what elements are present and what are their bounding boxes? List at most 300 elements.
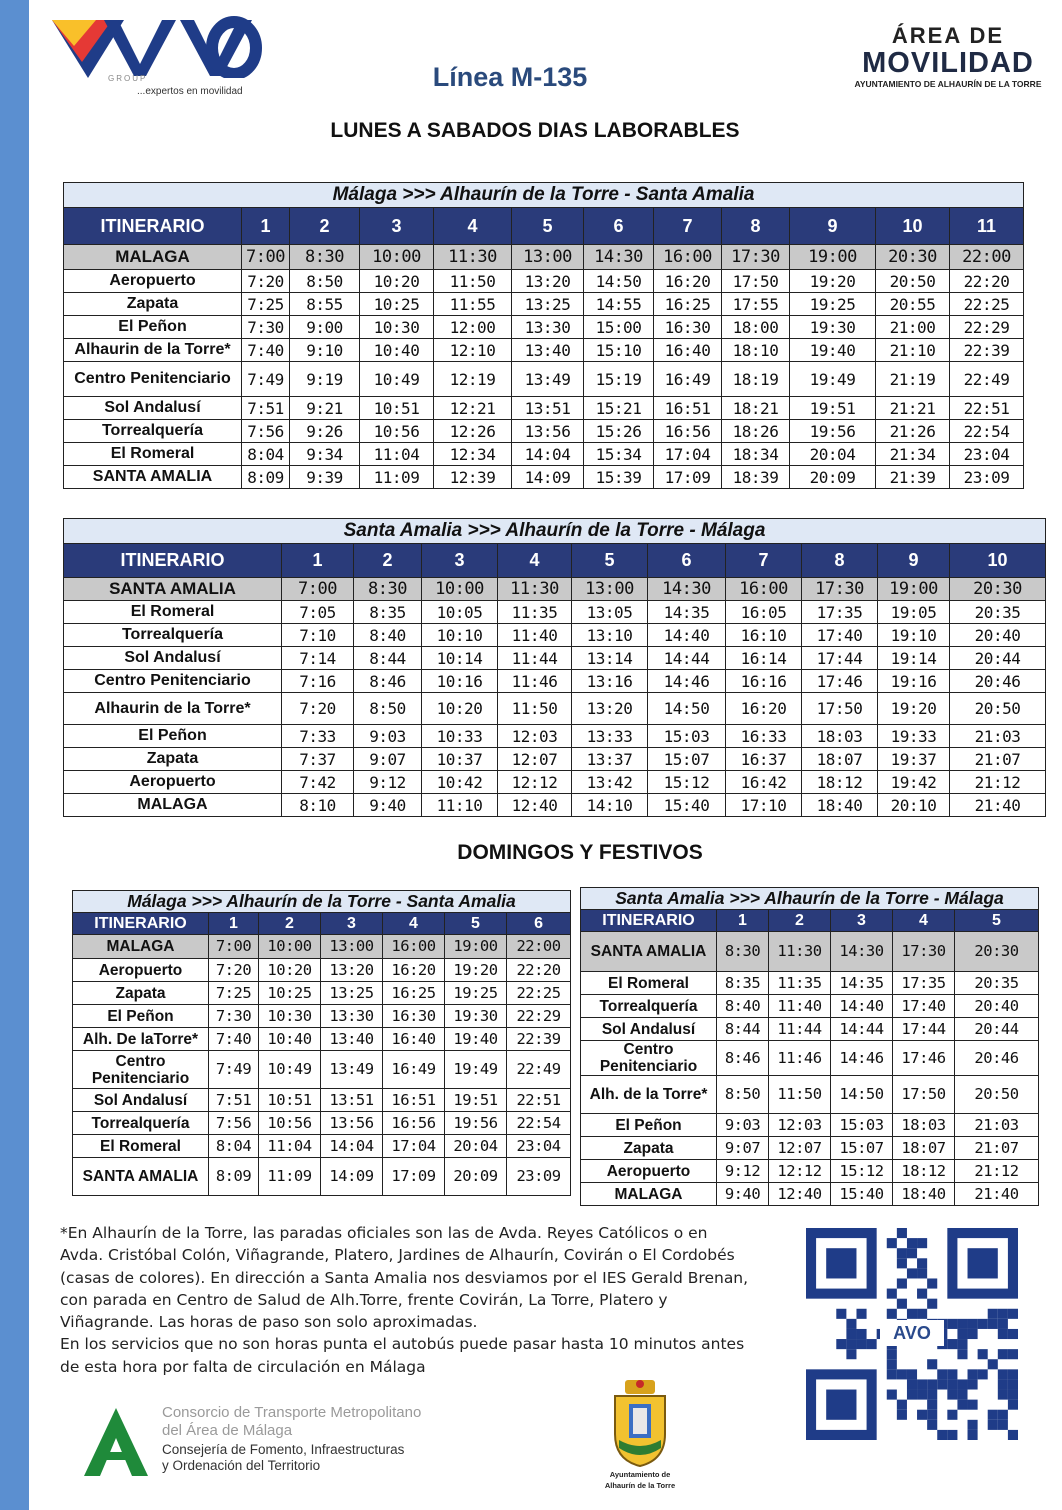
departure-time: 16:40 [383, 1028, 445, 1051]
departure-time: 10:25 [259, 982, 321, 1005]
trip-number-header: 10 [876, 208, 950, 245]
departure-time: 7:40 [209, 1028, 259, 1051]
weekday-heading: LUNES A SABADOS DIAS LABORABLES [330, 119, 740, 142]
departure-time: 7:05 [282, 601, 354, 624]
stop-name: Zapata [73, 982, 209, 1005]
stop-name: Aeropuerto [73, 959, 209, 982]
departure-time: 10:51 [259, 1089, 321, 1112]
departure-time: 22:29 [507, 1005, 571, 1028]
departure-time: 20:35 [950, 601, 1046, 624]
area-logo-line3: AYUNTAMIENTO DE ALHAURÍN DE LA TORRE [854, 79, 1042, 89]
departure-time: 7:14 [282, 647, 354, 670]
departure-time: 13:00 [512, 245, 584, 270]
table-row [64, 466, 1024, 489]
table-row [581, 1160, 1039, 1183]
departure-time: 23:04 [507, 1135, 571, 1158]
departure-time: 19:14 [878, 647, 950, 670]
departure-time: 20:30 [950, 578, 1046, 601]
departure-time: 13:20 [512, 270, 584, 293]
footnote-paragraph-2: En los servicios que no son horas punta el autobús puede pasar hasta 10 minutos antes de esta hora por falta de circulación en Málaga [60, 1335, 745, 1376]
departure-time: 9:21 [290, 397, 360, 420]
departure-time: 11:30 [769, 932, 831, 972]
departure-time: 18:07 [802, 748, 878, 771]
departure-time: 19:30 [790, 316, 876, 339]
departure-time: 17:10 [726, 794, 802, 817]
departure-time: 16:20 [383, 959, 445, 982]
departure-time: 7:49 [242, 362, 290, 397]
stop-name: Sol Andalusí [73, 1089, 209, 1112]
departure-time: 23:09 [507, 1158, 571, 1196]
departure-time: 14:30 [584, 245, 654, 270]
table-row [581, 1137, 1039, 1160]
table-row [64, 670, 1046, 693]
departure-time: 17:09 [383, 1158, 445, 1196]
departure-time: 13:00 [572, 578, 648, 601]
departure-time: 15:03 [648, 725, 726, 748]
stop-name: Alh. de la Torre* [581, 1076, 717, 1114]
departure-time: 20:09 [445, 1158, 507, 1196]
trip-number-header: 1 [242, 208, 290, 245]
departure-time: 16:49 [383, 1051, 445, 1089]
table-row [581, 1114, 1039, 1137]
departure-time: 19:10 [878, 624, 950, 647]
departure-time: 8:04 [242, 443, 290, 466]
table-row [64, 245, 1024, 270]
departure-time: 19:25 [445, 982, 507, 1005]
departure-time: 13:05 [572, 601, 648, 624]
trip-number-header: 4 [498, 544, 572, 578]
footnote-paragraph-1: *En Alhaurín de la Torre, las paradas oficiales son las de Avda. Reyes Católicos o en Avda. Cristóbal Colón, Viñagrande, Platero, Jardines de Alhaurín, Covirán o El Cordobés (casas de colores). En dirección a Santa Amalia nos desviamos por el IES Gerald Brenan, con parada en Centro de Salud de Alh.Torre, frente Covirán, La Torre, Platero y Viñagrande. Las horas de paso son solo aproximadas. [60, 1224, 749, 1332]
route-title: Santa Amalia >>> Alhaurín de la Torre - Málaga [64, 519, 1046, 544]
departure-time: 16:00 [726, 578, 802, 601]
table-row [64, 316, 1024, 339]
departure-time: 10:40 [259, 1028, 321, 1051]
departure-time: 19:30 [445, 1005, 507, 1028]
departure-time: 7:00 [282, 578, 354, 601]
departure-time: 13:51 [321, 1089, 383, 1112]
departure-time: 11:04 [259, 1135, 321, 1158]
trip-number-header: 8 [802, 544, 878, 578]
departure-time: 15:07 [648, 748, 726, 771]
trip-number-header: 8 [722, 208, 790, 245]
departure-time: 15:34 [584, 443, 654, 466]
departure-time: 20:04 [790, 443, 876, 466]
departure-time: 12:12 [498, 771, 572, 794]
avo-logo [52, 16, 262, 102]
table-row [64, 624, 1046, 647]
departure-time: 10:25 [360, 293, 434, 316]
departure-time: 9:12 [354, 771, 422, 794]
departure-time: 14:44 [831, 1018, 893, 1041]
departure-time: 19:40 [445, 1028, 507, 1051]
departure-time: 13:30 [512, 316, 584, 339]
departure-time: 12:03 [769, 1114, 831, 1137]
departure-time: 9:07 [354, 748, 422, 771]
departure-time: 9:10 [290, 339, 360, 362]
departure-time: 13:30 [321, 1005, 383, 1028]
departure-time: 19:16 [878, 670, 950, 693]
departure-time: 14:46 [648, 670, 726, 693]
table-row [73, 1005, 571, 1028]
stop-name: Alhaurin de la Torre* [64, 339, 242, 362]
departure-time: 11:35 [498, 601, 572, 624]
departure-time: 15:07 [831, 1137, 893, 1160]
departure-time: 21:12 [950, 771, 1046, 794]
departure-time: 8:35 [354, 601, 422, 624]
departure-time: 17:55 [722, 293, 790, 316]
table-row [64, 601, 1046, 624]
qr-center-logo: AVO [880, 1320, 944, 1346]
departure-time: 23:09 [950, 466, 1024, 489]
departure-time: 12:12 [769, 1160, 831, 1183]
stop-name: Torrealquería [64, 624, 282, 647]
departure-time: 13:49 [321, 1051, 383, 1089]
departure-time: 20:35 [955, 972, 1039, 995]
departure-time: 7:20 [242, 270, 290, 293]
departure-time: 15:12 [648, 771, 726, 794]
departure-time: 17:30 [802, 578, 878, 601]
stop-name: MALAGA [64, 245, 242, 270]
departure-time: 13:20 [572, 693, 648, 725]
departure-time: 17:50 [802, 693, 878, 725]
departure-time: 19:25 [790, 293, 876, 316]
stop-name: SANTA AMALIA [64, 578, 282, 601]
departure-time: 21:07 [950, 748, 1046, 771]
departure-time: 22:51 [950, 397, 1024, 420]
departure-time: 14:30 [648, 578, 726, 601]
junta-andalucia-icon [80, 1406, 152, 1478]
departure-time: 22:25 [507, 982, 571, 1005]
departure-time: 22:49 [950, 362, 1024, 397]
departure-time: 10:56 [259, 1112, 321, 1135]
coat-of-arms-icon [585, 1378, 695, 1470]
departure-time: 11:55 [434, 293, 512, 316]
consorcio-line4: y Ordenación del Territorio [162, 1458, 321, 1473]
stop-name: MALAGA [64, 794, 282, 817]
itinerario-header: ITINERARIO [64, 208, 242, 245]
departure-time: 16:42 [726, 771, 802, 794]
departure-time: 16:56 [383, 1112, 445, 1135]
departure-time: 22:00 [507, 935, 571, 959]
departure-time: 18:21 [722, 397, 790, 420]
departure-time: 22:49 [507, 1051, 571, 1089]
departure-time: 14:35 [648, 601, 726, 624]
qr-code[interactable] [806, 1228, 1018, 1440]
departure-time: 12:40 [498, 794, 572, 817]
departure-time: 10:14 [422, 647, 498, 670]
departure-time: 19:20 [790, 270, 876, 293]
departure-time: 17:35 [802, 601, 878, 624]
departure-time: 21:07 [955, 1137, 1039, 1160]
departure-time: 7:42 [282, 771, 354, 794]
trip-number-header: 5 [512, 208, 584, 245]
departure-time: 17:04 [654, 443, 722, 466]
stop-name: SANTA AMALIA [581, 932, 717, 972]
table-row [64, 647, 1046, 670]
departure-time: 17:30 [722, 245, 790, 270]
departure-time: 9:12 [717, 1160, 769, 1183]
stop-name: SANTA AMALIA [73, 1158, 209, 1196]
departure-time: 22:00 [950, 245, 1024, 270]
trip-number-header: 5 [955, 910, 1039, 932]
departure-time: 17:46 [893, 1041, 955, 1076]
stop-name: Centro Penitenciario [64, 670, 282, 693]
itinerario-header: ITINERARIO [73, 913, 209, 935]
departure-time: 8:50 [290, 270, 360, 293]
departure-time: 9:03 [717, 1114, 769, 1137]
departure-time: 10:16 [422, 670, 498, 693]
departure-time: 10:56 [360, 420, 434, 443]
stop-name: Sol Andalusí [581, 1018, 717, 1041]
avo-tagline: ...expertos en movilidad [137, 86, 243, 97]
departure-time: 20:44 [950, 647, 1046, 670]
table-row [64, 578, 1046, 601]
departure-time: 12:07 [769, 1137, 831, 1160]
route-title: Málaga >>> Alhaurín de la Torre - Santa Amalia [73, 891, 571, 913]
departure-time: 15:40 [831, 1183, 893, 1206]
consorcio-name [162, 1404, 421, 1440]
table-row [64, 693, 1046, 725]
departure-time: 17:35 [893, 972, 955, 995]
departure-time: 16:16 [726, 670, 802, 693]
departure-time: 10:37 [422, 748, 498, 771]
departure-time: 9:34 [290, 443, 360, 466]
departure-time: 12:00 [434, 316, 512, 339]
departure-time: 14:55 [584, 293, 654, 316]
table-row [64, 339, 1024, 362]
departure-time: 8:44 [717, 1018, 769, 1041]
trip-number-header: 10 [950, 544, 1046, 578]
departure-time: 10:49 [360, 362, 434, 397]
departure-time: 19:00 [445, 935, 507, 959]
stop-name: Centro Penitenciario [581, 1041, 717, 1076]
stop-name: SANTA AMALIA [64, 466, 242, 489]
departure-time: 13:37 [572, 748, 648, 771]
ayuntamiento-crest [585, 1378, 695, 1498]
departure-time: 21:12 [955, 1160, 1039, 1183]
stop-name: Zapata [64, 748, 282, 771]
departure-time: 10:20 [422, 693, 498, 725]
departure-time: 20:09 [790, 466, 876, 489]
departure-time: 7:40 [242, 339, 290, 362]
weekday-outbound-table [63, 182, 1024, 489]
departure-time: 10:40 [360, 339, 434, 362]
stop-name: Sol Andalusí [64, 397, 242, 420]
departure-time: 14:10 [572, 794, 648, 817]
departure-time: 18:12 [893, 1160, 955, 1183]
departure-time: 19:40 [790, 339, 876, 362]
weekday-inbound-table [63, 518, 1046, 817]
trip-number-header: 2 [769, 910, 831, 932]
route-title: Santa Amalia >>> Alhaurín de la Torre - Málaga [581, 888, 1039, 910]
departure-time: 7:51 [209, 1089, 259, 1112]
departure-time: 18:19 [722, 362, 790, 397]
departure-time: 15:19 [584, 362, 654, 397]
departure-time: 18:26 [722, 420, 790, 443]
table-row [73, 1089, 571, 1112]
departure-time: 11:04 [360, 443, 434, 466]
trip-number-header: 1 [282, 544, 354, 578]
departure-time: 12:21 [434, 397, 512, 420]
area-logo-line1: ÁREA DE [891, 23, 1005, 48]
departure-time: 8:46 [717, 1041, 769, 1076]
departure-time: 11:35 [769, 972, 831, 995]
departure-time: 9:39 [290, 466, 360, 489]
departure-time: 12:03 [498, 725, 572, 748]
departure-time: 15:26 [584, 420, 654, 443]
table-row [73, 1051, 571, 1089]
table-row [73, 1028, 571, 1051]
stop-name: Alhaurin de la Torre* [64, 693, 282, 725]
departure-time: 18:03 [893, 1114, 955, 1137]
stop-name: Aeropuerto [64, 270, 242, 293]
departure-time: 7:25 [209, 982, 259, 1005]
trip-number-header: 9 [790, 208, 876, 245]
departure-time: 8:35 [717, 972, 769, 995]
departure-time: 9:26 [290, 420, 360, 443]
departure-time: 20:30 [876, 245, 950, 270]
departure-time: 10:20 [259, 959, 321, 982]
departure-time: 11:46 [498, 670, 572, 693]
table-row [64, 420, 1024, 443]
departure-time: 11:40 [769, 995, 831, 1018]
departure-time: 14:50 [584, 270, 654, 293]
departure-time: 12:34 [434, 443, 512, 466]
departure-time: 13:56 [321, 1112, 383, 1135]
trip-number-header: 4 [434, 208, 512, 245]
departure-time: 22:25 [950, 293, 1024, 316]
departure-time: 12:10 [434, 339, 512, 362]
departure-time: 16:51 [383, 1089, 445, 1112]
departure-time: 22:54 [507, 1112, 571, 1135]
departure-time: 9:03 [354, 725, 422, 748]
departure-time: 7:10 [282, 624, 354, 647]
departure-time: 18:40 [802, 794, 878, 817]
consorcio-line1: Consorcio de Transporte Metropolitano [162, 1404, 422, 1421]
departure-time: 20:04 [445, 1135, 507, 1158]
trip-number-header: 3 [321, 913, 383, 935]
departure-time: 13:42 [572, 771, 648, 794]
stop-name: El Romeral [73, 1135, 209, 1158]
trip-number-header: 5 [445, 913, 507, 935]
ayuntamiento-line1: Ayuntamiento de [609, 1470, 671, 1479]
departure-time: 10:05 [422, 601, 498, 624]
departure-time: 14:04 [512, 443, 584, 466]
departure-time: 18:07 [893, 1137, 955, 1160]
departure-time: 7:30 [242, 316, 290, 339]
departure-time: 14:40 [648, 624, 726, 647]
departure-time: 20:40 [950, 624, 1046, 647]
departure-time: 11:50 [434, 270, 512, 293]
departure-time: 8:09 [209, 1158, 259, 1196]
table-row [73, 935, 571, 959]
departure-time: 19:20 [445, 959, 507, 982]
departure-time: 19:20 [878, 693, 950, 725]
departure-time: 11:44 [498, 647, 572, 670]
departure-time: 13:20 [321, 959, 383, 982]
trip-number-header: 3 [831, 910, 893, 932]
departure-time: 13:40 [512, 339, 584, 362]
departure-time: 11:50 [769, 1076, 831, 1114]
departure-time: 18:12 [802, 771, 878, 794]
departure-time: 16:14 [726, 647, 802, 670]
departure-time: 16:51 [654, 397, 722, 420]
departure-time: 10:30 [259, 1005, 321, 1028]
departure-time: 7:33 [282, 725, 354, 748]
stop-name: El Romeral [64, 443, 242, 466]
departure-time: 7:37 [282, 748, 354, 771]
departure-time: 16:30 [383, 1005, 445, 1028]
departure-time: 10:42 [422, 771, 498, 794]
trip-number-header: 11 [950, 208, 1024, 245]
departure-time: 8:10 [282, 794, 354, 817]
route-title: Málaga >>> Alhaurín de la Torre - Santa Amalia [64, 183, 1024, 208]
departure-time: 11:09 [360, 466, 434, 489]
table-row [64, 362, 1024, 397]
table-row [64, 794, 1046, 817]
departure-time: 20:10 [878, 794, 950, 817]
stop-name: Alh. De laTorre* [73, 1028, 209, 1051]
table-row [73, 1135, 571, 1158]
departure-time: 16:30 [654, 316, 722, 339]
departure-time: 19:49 [445, 1051, 507, 1089]
departure-time: 7:20 [209, 959, 259, 982]
departure-time: 22:39 [507, 1028, 571, 1051]
departure-time: 14:46 [831, 1041, 893, 1076]
trip-number-header: 7 [726, 544, 802, 578]
departure-time: 7:20 [282, 693, 354, 725]
departure-time: 12:26 [434, 420, 512, 443]
area-movilidad-logo [850, 24, 1046, 96]
stop-name: MALAGA [581, 1183, 717, 1206]
departure-time: 20:46 [955, 1041, 1039, 1076]
stop-name: El Peñon [64, 316, 242, 339]
table-row [64, 748, 1046, 771]
departure-time: 11:09 [259, 1158, 321, 1196]
stop-name: El Romeral [581, 972, 717, 995]
departure-time: 16:25 [654, 293, 722, 316]
departure-time: 17:04 [383, 1135, 445, 1158]
departure-time: 12:39 [434, 466, 512, 489]
departure-time: 13:10 [572, 624, 648, 647]
departure-time: 14:09 [321, 1158, 383, 1196]
consorcio-line2: del Área de Málaga [162, 1422, 293, 1439]
departure-time: 16:05 [726, 601, 802, 624]
stop-name: Zapata [581, 1137, 717, 1160]
holiday-heading: DOMINGOS Y FESTIVOS [457, 841, 703, 864]
departure-time: 18:34 [722, 443, 790, 466]
left-accent-bar [0, 0, 29, 1510]
departure-time: 17:40 [893, 995, 955, 1018]
departure-time: 14:30 [831, 932, 893, 972]
departure-time: 13:25 [512, 293, 584, 316]
departure-time: 11:50 [498, 693, 572, 725]
footnote [60, 1222, 750, 1378]
departure-time: 8:30 [290, 245, 360, 270]
departure-time: 10:20 [360, 270, 434, 293]
departure-time: 8:40 [717, 995, 769, 1018]
departure-time: 12:19 [434, 362, 512, 397]
departure-time: 16:33 [726, 725, 802, 748]
departure-time: 9:07 [717, 1137, 769, 1160]
departure-time: 22:54 [950, 420, 1024, 443]
departure-time: 13:25 [321, 982, 383, 1005]
departure-time: 15:10 [584, 339, 654, 362]
departure-time: 18:40 [893, 1183, 955, 1206]
departure-time: 7:51 [242, 397, 290, 420]
departure-time: 7:56 [209, 1112, 259, 1135]
departure-time: 20:30 [955, 932, 1039, 972]
